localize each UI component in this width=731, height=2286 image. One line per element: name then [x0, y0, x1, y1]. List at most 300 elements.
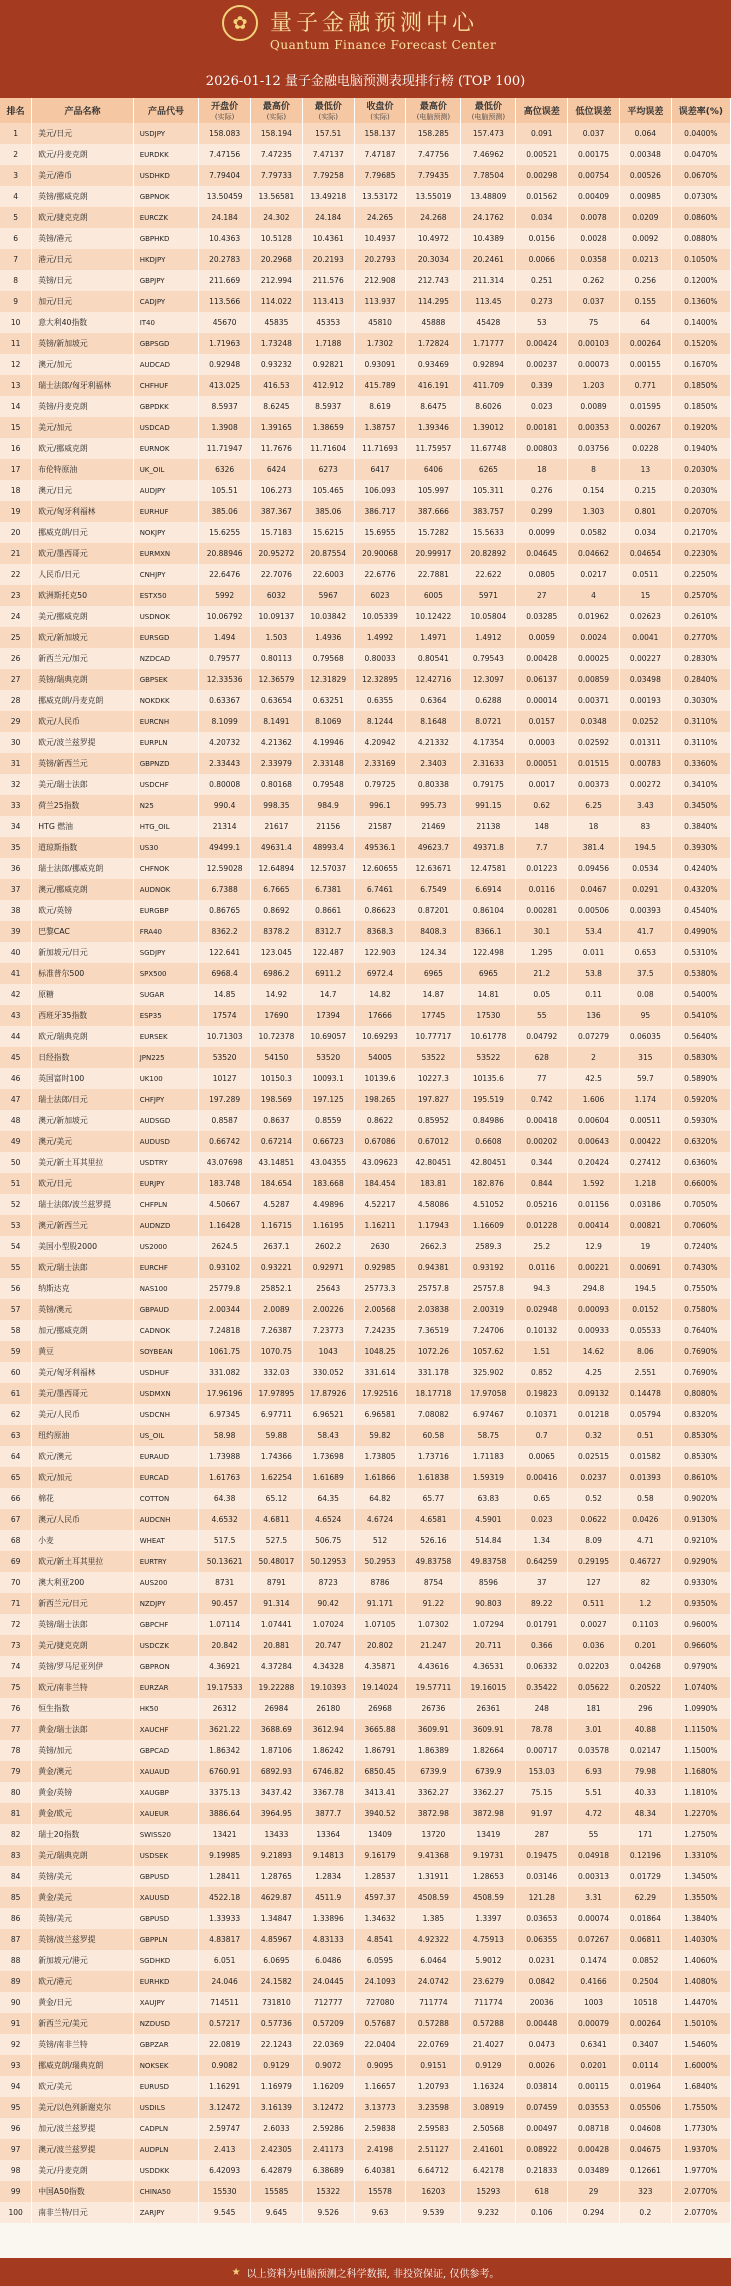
- table-row: [0, 186, 731, 207]
- open-cell: 1.3908: [199, 417, 251, 438]
- open-cell: 20.2783: [199, 249, 251, 270]
- product-name-cell: 道琼斯指数: [32, 837, 133, 858]
- close-cell: 4.8541: [354, 1929, 406, 1950]
- error-rate-cell: 1.4060%: [671, 1950, 730, 1971]
- open-cell: 4.6532: [199, 1509, 251, 1530]
- low-error-cell: 0.0024: [568, 627, 620, 648]
- open-cell: 12.33536: [199, 669, 251, 690]
- table-row: [0, 123, 731, 144]
- predicted-high-cell: 6965: [406, 963, 461, 984]
- high-error-cell: 121.28: [516, 1887, 568, 1908]
- close-cell: 4.35871: [354, 1656, 406, 1677]
- product-name-cell: 美元/捷克克朗: [32, 1635, 133, 1656]
- table-row: [0, 1740, 731, 1761]
- predicted-high-cell: 8.1648: [406, 711, 461, 732]
- predicted-high-cell: 7.08082: [406, 1404, 461, 1425]
- open-cell: 0.93102: [199, 1257, 251, 1278]
- open-cell: 64.38: [199, 1488, 251, 1509]
- product-name-cell: 英镑/美元: [32, 1908, 133, 1929]
- close-cell: 1.16657: [354, 2076, 406, 2097]
- high-error-cell: 27: [516, 585, 568, 606]
- rank-cell: 15: [0, 417, 32, 438]
- low-error-cell: 12.9: [568, 1236, 620, 1257]
- product-code-cell: USDSEK: [133, 1845, 199, 1866]
- close-cell: 6.7461: [354, 879, 406, 900]
- product-code-cell: CHFPLN: [133, 1194, 199, 1215]
- open-cell: 183.748: [199, 1173, 251, 1194]
- low-cell: 7.23773: [302, 1320, 354, 1341]
- predicted-high-cell: 1.17943: [406, 1215, 461, 1236]
- product-code-cell: XAUAUD: [133, 1761, 199, 1782]
- low-cell: 6.38689: [302, 2160, 354, 2181]
- product-name-cell: 英镑/挪威克朗: [32, 186, 133, 207]
- table-row: [0, 2034, 731, 2055]
- error-rate-cell: 1.3310%: [671, 1845, 730, 1866]
- predicted-low-cell: 1.3397: [461, 1908, 516, 1929]
- avg-error-cell: 0.08: [619, 984, 671, 1005]
- product-name-cell: 新西兰元/美元: [32, 2013, 133, 2034]
- product-name-cell: 欧元/加元: [32, 1467, 133, 1488]
- product-code-cell: N25: [133, 795, 199, 816]
- avg-error-cell: 0.05794: [619, 1404, 671, 1425]
- open-cell: 0.80008: [199, 774, 251, 795]
- product-code-cell: GBPUSD: [133, 1908, 199, 1929]
- product-code-cell: USDJPY: [133, 123, 199, 144]
- product-code-cell: US_OIL: [133, 1425, 199, 1446]
- predicted-low-cell: 105.311: [461, 480, 516, 501]
- high-error-cell: 148: [516, 816, 568, 837]
- predicted-low-cell: 4.75913: [461, 1929, 516, 1950]
- close-cell: 1.61866: [354, 1467, 406, 1488]
- avg-error-cell: 10518: [619, 1992, 671, 2013]
- close-cell: 20.90068: [354, 543, 406, 564]
- open-cell: 990.4: [199, 795, 251, 816]
- avg-error-cell: 0.0092: [619, 228, 671, 249]
- rank-cell: 92: [0, 2034, 32, 2055]
- close-cell: 15578: [354, 2181, 406, 2202]
- close-cell: 7.24235: [354, 1320, 406, 1341]
- predicted-low-cell: 195.519: [461, 1089, 516, 1110]
- product-name-cell: 棉花: [32, 1488, 133, 1509]
- high-error-cell: 0.366: [516, 1635, 568, 1656]
- predicted-high-cell: 10.12422: [406, 606, 461, 627]
- product-name-cell: 欧元/瑞士法郎: [32, 1257, 133, 1278]
- error-rate-cell: 0.5830%: [671, 1047, 730, 1068]
- table-row: [0, 1908, 731, 1929]
- open-cell: 2.413: [199, 2139, 251, 2160]
- column-header: [32, 98, 133, 123]
- high-error-cell: 0.00497: [516, 2118, 568, 2139]
- table-row: [0, 1383, 731, 1404]
- high-cell: 0.57736: [251, 2013, 303, 2034]
- high-error-cell: 0.0059: [516, 627, 568, 648]
- low-cell: 7.79258: [302, 165, 354, 186]
- error-rate-cell: 0.1940%: [671, 438, 730, 459]
- product-name-cell: 欧元/挪威克朗: [32, 438, 133, 459]
- rank-cell: 79: [0, 1761, 32, 1782]
- product-name-cell: 原糖: [32, 984, 133, 1005]
- rank-cell: 26: [0, 648, 32, 669]
- predicted-low-cell: 1.71777: [461, 333, 516, 354]
- low-cell: 50.12953: [302, 1551, 354, 1572]
- high-cell: 6.97711: [251, 1404, 303, 1425]
- low-cell: 22.6003: [302, 564, 354, 585]
- table-row: [0, 333, 731, 354]
- high-error-cell: 20036: [516, 1992, 568, 2013]
- high-cell: 198.569: [251, 1089, 303, 1110]
- low-cell: 1.33896: [302, 1908, 354, 1929]
- open-cell: 7.79404: [199, 165, 251, 186]
- high-error-cell: 287: [516, 1824, 568, 1845]
- open-cell: 22.6476: [199, 564, 251, 585]
- error-rate-cell: 0.2250%: [671, 564, 730, 585]
- error-rate-cell: 0.7430%: [671, 1257, 730, 1278]
- product-code-cell: EURHUF: [133, 501, 199, 522]
- high-cell: 184.654: [251, 1173, 303, 1194]
- product-name-cell: 澳元/波兰兹罗提: [32, 2139, 133, 2160]
- low-error-cell: 0.29195: [568, 1551, 620, 1572]
- product-code-cell: GBPAUD: [133, 1299, 199, 1320]
- table-row: [0, 1047, 731, 1068]
- high-cell: 0.67214: [251, 1131, 303, 1152]
- error-rate-cell: 0.8530%: [671, 1425, 730, 1446]
- open-cell: 5992: [199, 585, 251, 606]
- open-cell: 3886.64: [199, 1803, 251, 1824]
- low-error-cell: 0.00074: [568, 1908, 620, 1929]
- rank-cell: 11: [0, 333, 32, 354]
- close-cell: 22.6776: [354, 564, 406, 585]
- high-cell: 21617: [251, 816, 303, 837]
- column-header: [354, 98, 406, 123]
- low-error-cell: 53.8: [568, 963, 620, 984]
- high-error-cell: 0.00281: [516, 900, 568, 921]
- open-cell: 0.57217: [199, 2013, 251, 2034]
- error-rate-cell: 0.6360%: [671, 1152, 730, 1173]
- product-code-cell: SGDHKD: [133, 1950, 199, 1971]
- predicted-low-cell: 24.1762: [461, 207, 516, 228]
- close-cell: 415.789: [354, 375, 406, 396]
- error-rate-cell: 2.0770%: [671, 2181, 730, 2202]
- product-name-cell: 欧元/丹麦克朗: [32, 144, 133, 165]
- rank-cell: 21: [0, 543, 32, 564]
- high-cell: 1.503: [251, 627, 303, 648]
- low-cell: 1.16195: [302, 1215, 354, 1236]
- low-cell: 10.4361: [302, 228, 354, 249]
- product-code-cell: CHFJPY: [133, 1089, 199, 1110]
- open-cell: 7.24818: [199, 1320, 251, 1341]
- low-error-cell: 0.0622: [568, 1509, 620, 1530]
- column-header: [251, 98, 303, 123]
- high-error-cell: 0.0231: [516, 1950, 568, 1971]
- high-error-cell: 0.844: [516, 1173, 568, 1194]
- product-code-cell: XAUJPY: [133, 1992, 199, 2013]
- predicted-low-cell: 1.39012: [461, 417, 516, 438]
- product-name-cell: 欧元/新土耳其里拉: [32, 1551, 133, 1572]
- predicted-high-cell: 6.0464: [406, 1950, 461, 1971]
- predicted-low-cell: 325.902: [461, 1362, 516, 1383]
- low-error-cell: 0.00115: [568, 2076, 620, 2097]
- close-cell: 0.6355: [354, 690, 406, 711]
- table-row: [0, 1614, 731, 1635]
- low-cell: 11.71604: [302, 438, 354, 459]
- table-row: [0, 1173, 731, 1194]
- product-code-cell: GBPRON: [133, 1656, 199, 1677]
- product-name-cell: 欧元/英镑: [32, 900, 133, 921]
- product-name-cell: 英镑/南非兰特: [32, 2034, 133, 2055]
- high-error-cell: 0.00428: [516, 648, 568, 669]
- avg-error-cell: 315: [619, 1047, 671, 1068]
- product-name-cell: 挪威克朗/丹麦克朗: [32, 690, 133, 711]
- high-cell: 15.7183: [251, 522, 303, 543]
- table-row: [0, 837, 731, 858]
- open-cell: 20.88946: [199, 543, 251, 564]
- column-header: [619, 98, 671, 123]
- table-row: [0, 1866, 731, 1887]
- low-error-cell: 0.02203: [568, 1656, 620, 1677]
- close-cell: 0.92985: [354, 1257, 406, 1278]
- rank-cell: 2: [0, 144, 32, 165]
- avg-error-cell: 0.0852: [619, 1950, 671, 1971]
- close-cell: 91.171: [354, 1593, 406, 1614]
- product-name-cell: 英镑/新西兰元: [32, 753, 133, 774]
- product-name-cell: 美元/港币: [32, 165, 133, 186]
- predicted-high-cell: 13.55019: [406, 186, 461, 207]
- table-row: [0, 1257, 731, 1278]
- predicted-high-cell: 0.80338: [406, 774, 461, 795]
- predicted-low-cell: 6965: [461, 963, 516, 984]
- low-error-cell: 294.8: [568, 1278, 620, 1299]
- high-error-cell: 0.01228: [516, 1215, 568, 1236]
- rank-cell: 48: [0, 1110, 32, 1131]
- rank-cell: 23: [0, 585, 32, 606]
- error-rate-cell: 0.1670%: [671, 354, 730, 375]
- error-rate-cell: 1.5010%: [671, 2013, 730, 2034]
- open-cell: 6.42093: [199, 2160, 251, 2181]
- high-error-cell: 0.04792: [516, 1026, 568, 1047]
- predicted-low-cell: 4.5901: [461, 1509, 516, 1530]
- predicted-high-cell: 1.20793: [406, 2076, 461, 2097]
- low-cell: 0.57209: [302, 2013, 354, 2034]
- open-cell: 2.00344: [199, 1299, 251, 1320]
- avg-error-cell: 194.5: [619, 837, 671, 858]
- table-row: [0, 480, 731, 501]
- predicted-high-cell: 387.666: [406, 501, 461, 522]
- rank-cell: 36: [0, 858, 32, 879]
- predicted-low-cell: 7.78504: [461, 165, 516, 186]
- predicted-high-cell: 3609.91: [406, 1719, 461, 1740]
- product-name-cell: 布伦特原油: [32, 459, 133, 480]
- rank-cell: 77: [0, 1719, 32, 1740]
- avg-error-cell: 0.01311: [619, 732, 671, 753]
- product-name-cell: 西班牙35指数: [32, 1005, 133, 1026]
- high-error-cell: 78.78: [516, 1719, 568, 1740]
- predicted-low-cell: 58.75: [461, 1425, 516, 1446]
- predicted-high-cell: 15.7282: [406, 522, 461, 543]
- predicted-high-cell: 995.73: [406, 795, 461, 816]
- error-rate-cell: 1.2750%: [671, 1824, 730, 1845]
- table-row: [0, 564, 731, 585]
- avg-error-cell: 64: [619, 312, 671, 333]
- table-row: [0, 1950, 731, 1971]
- low-cell: 1.4936: [302, 627, 354, 648]
- low-error-cell: 0.00175: [568, 144, 620, 165]
- predicted-high-cell: 26736: [406, 1698, 461, 1719]
- low-cell: 12.57037: [302, 858, 354, 879]
- high-cell: 4629.87: [251, 1887, 303, 1908]
- product-code-cell: US2000: [133, 1236, 199, 1257]
- low-cell: 17.87926: [302, 1383, 354, 1404]
- avg-error-cell: 15: [619, 585, 671, 606]
- predicted-low-cell: 5971: [461, 585, 516, 606]
- product-name-cell: 英镑/瑞士法郎: [32, 1614, 133, 1635]
- product-code-cell: EURSEK: [133, 1026, 199, 1047]
- low-error-cell: 0.4166: [568, 1971, 620, 1992]
- open-cell: 331.082: [199, 1362, 251, 1383]
- product-code-cell: USDTRY: [133, 1152, 199, 1173]
- predicted-high-cell: 331.178: [406, 1362, 461, 1383]
- error-rate-cell: 1.6840%: [671, 2076, 730, 2097]
- high-cell: 43.14851: [251, 1152, 303, 1173]
- open-cell: 1.07114: [199, 1614, 251, 1635]
- error-rate-cell: 0.6600%: [671, 1173, 730, 1194]
- rank-cell: 83: [0, 1845, 32, 1866]
- predicted-high-cell: 65.77: [406, 1488, 461, 1509]
- high-error-cell: 0.0003: [516, 732, 568, 753]
- close-cell: 10139.6: [354, 1068, 406, 1089]
- low-error-cell: 0.00933: [568, 1320, 620, 1341]
- predicted-high-cell: 1.4971: [406, 627, 461, 648]
- table-row: [0, 1152, 731, 1173]
- low-error-cell: 0.0078: [568, 207, 620, 228]
- predicted-low-cell: 211.314: [461, 270, 516, 291]
- close-cell: 43.09623: [354, 1152, 406, 1173]
- predicted-high-cell: 13720: [406, 1824, 461, 1845]
- table-row: [0, 1026, 731, 1047]
- predicted-low-cell: 63.83: [461, 1488, 516, 1509]
- predicted-high-cell: 25757.8: [406, 1278, 461, 1299]
- low-cell: 4.6524: [302, 1509, 354, 1530]
- rank-cell: 55: [0, 1257, 32, 1278]
- product-name-cell: 美元/新土耳其里拉: [32, 1152, 133, 1173]
- close-cell: 113.937: [354, 291, 406, 312]
- high-error-cell: 0.04645: [516, 543, 568, 564]
- table-row: [0, 1131, 731, 1152]
- close-cell: 0.79725: [354, 774, 406, 795]
- high-cell: 6892.93: [251, 1761, 303, 1782]
- avg-error-cell: 40.88: [619, 1719, 671, 1740]
- product-code-cell: AUDNOK: [133, 879, 199, 900]
- close-cell: 1.86791: [354, 1740, 406, 1761]
- predicted-low-cell: 8.6026: [461, 396, 516, 417]
- low-error-cell: 2: [568, 1047, 620, 1068]
- low-cell: 6746.82: [302, 1761, 354, 1782]
- predicted-high-cell: 1.61838: [406, 1467, 461, 1488]
- product-code-cell: EURNOK: [133, 438, 199, 459]
- rank-cell: 63: [0, 1425, 32, 1446]
- low-cell: 10.03842: [302, 606, 354, 627]
- high-error-cell: 0.0116: [516, 1257, 568, 1278]
- low-error-cell: 0.11: [568, 984, 620, 1005]
- open-cell: 58.98: [199, 1425, 251, 1446]
- error-rate-cell: 0.1050%: [671, 249, 730, 270]
- high-cell: 19.22288: [251, 1677, 303, 1698]
- predicted-high-cell: 14.87: [406, 984, 461, 1005]
- table-row: [0, 228, 731, 249]
- open-cell: 1.86342: [199, 1740, 251, 1761]
- predicted-low-cell: 13419: [461, 1824, 516, 1845]
- predicted-low-cell: 4.17354: [461, 732, 516, 753]
- low-error-cell: 0.00643: [568, 1131, 620, 1152]
- product-code-cell: US30: [133, 837, 199, 858]
- low-error-cell: 0.00073: [568, 354, 620, 375]
- rank-cell: 18: [0, 480, 32, 501]
- close-cell: 1.34632: [354, 1908, 406, 1929]
- predicted-low-cell: 45428: [461, 312, 516, 333]
- avg-error-cell: 0.00526: [619, 165, 671, 186]
- table-row: [0, 501, 731, 522]
- product-name-cell: 英镑/美元: [32, 1866, 133, 1887]
- avg-error-cell: 0.20522: [619, 1677, 671, 1698]
- product-name-cell: 欧元/人民币: [32, 711, 133, 732]
- open-cell: 26312: [199, 1698, 251, 1719]
- close-cell: 4.20942: [354, 732, 406, 753]
- high-cell: 0.63654: [251, 690, 303, 711]
- open-cell: 413.025: [199, 375, 251, 396]
- product-code-cell: EURGBP: [133, 900, 199, 921]
- product-code-cell: USDNOK: [133, 606, 199, 627]
- table-row: [0, 1236, 731, 1257]
- high-cell: 12.36579: [251, 669, 303, 690]
- table-row: [0, 2181, 731, 2202]
- table-row: [0, 2076, 731, 2097]
- product-name-cell: 英镑/港元: [32, 228, 133, 249]
- low-cell: 13364: [302, 1824, 354, 1845]
- column-header-label: 产品名称: [64, 107, 101, 117]
- avg-error-cell: 1.174: [619, 1089, 671, 1110]
- table-row: [0, 1656, 731, 1677]
- product-code-cell: NZDCAD: [133, 648, 199, 669]
- column-header-sub: (实际): [214, 113, 235, 121]
- high-cell: 15585: [251, 2181, 303, 2202]
- product-code-cell: CADPLN: [133, 2118, 199, 2139]
- open-cell: 714511: [199, 1992, 251, 2013]
- table-title: 2026-01-12 量子金融电脑预测表现排行榜 (TOP 100): [205, 74, 526, 89]
- table-row: [0, 270, 731, 291]
- error-rate-cell: 0.2030%: [671, 459, 730, 480]
- predicted-low-cell: 8.0721: [461, 711, 516, 732]
- close-cell: 184.454: [354, 1173, 406, 1194]
- predicted-high-cell: 16203: [406, 2181, 461, 2202]
- high-error-cell: 0.023: [516, 1509, 568, 1530]
- high-cell: 14.92: [251, 984, 303, 1005]
- product-code-cell: AUDJPY: [133, 480, 199, 501]
- predicted-high-cell: 20.3034: [406, 249, 461, 270]
- close-cell: 6.40381: [354, 2160, 406, 2181]
- close-cell: 0.93091: [354, 354, 406, 375]
- product-code-cell: USDILS: [133, 2097, 199, 2118]
- avg-error-cell: 323: [619, 2181, 671, 2202]
- low-error-cell: 4.72: [568, 1803, 620, 1824]
- close-cell: 12.60655: [354, 858, 406, 879]
- high-cell: 8.6245: [251, 396, 303, 417]
- table-row: [0, 2013, 731, 2034]
- avg-error-cell: 0.00783: [619, 753, 671, 774]
- low-cell: 15.6215: [302, 522, 354, 543]
- predicted-low-cell: 14.81: [461, 984, 516, 1005]
- close-cell: 10.05339: [354, 606, 406, 627]
- rank-cell: 8: [0, 270, 32, 291]
- product-name-cell: 欧元/匈牙利福林: [32, 501, 133, 522]
